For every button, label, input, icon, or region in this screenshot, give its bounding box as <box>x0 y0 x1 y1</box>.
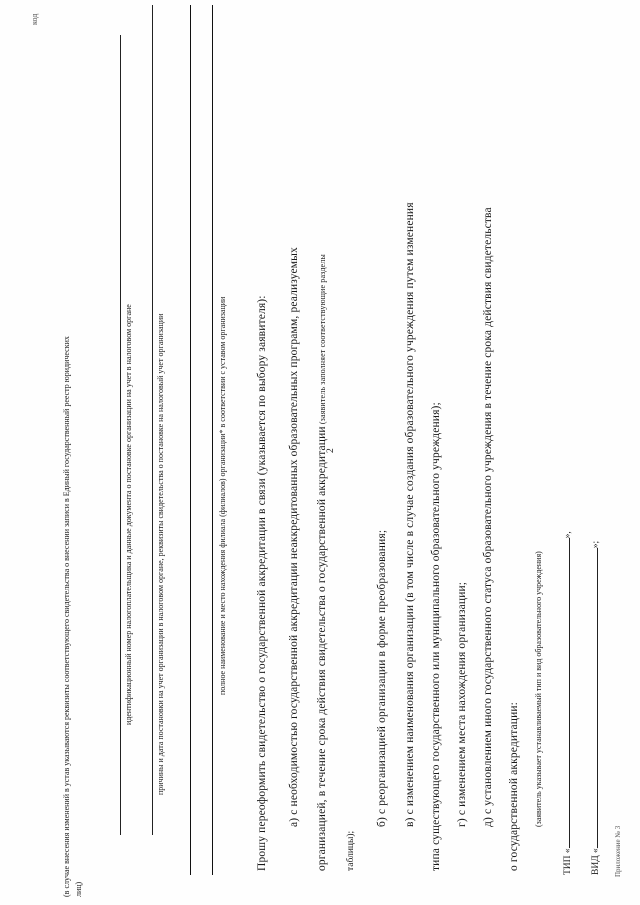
page-number: 2 <box>326 448 336 453</box>
footnote-star: * <box>218 429 227 434</box>
tip-field[interactable] <box>560 531 573 875</box>
option-d-line2: о государственной аккредитации: <box>508 701 520 871</box>
vid-end: »; <box>591 540 601 549</box>
option-v-line1: в) с изменением наименования организации (в том числе в случае создания образовательного учреждения путем изменения <box>404 202 416 827</box>
footer-note: Приложение № 3 <box>614 825 622 877</box>
kpp-caption: причины и дата постановки на учет организации в налоговом органе, реквизиты свидетельства о постановке на налоговый учет организации <box>156 313 165 795</box>
kpp-field-line[interactable] <box>152 5 153 835</box>
status-caption: (заявитель указывает устанавливаемый тип и вид образовательного учреждения) <box>534 551 543 827</box>
option-a-line2-main: организацией, в течение срока действия свидетельства о государственной аккредитации <box>316 426 328 871</box>
option-d-line1: д) с установлением иного государственного статуса образовательного учреждения в течение срока действия свидетельства <box>482 207 494 827</box>
inn-field-line[interactable] <box>120 35 121 835</box>
inn-caption: идентификационный номер налогоплательщика и данные документа о постановке организации на учет в налоговом органе <box>124 304 133 725</box>
name-caption <box>218 297 227 695</box>
registry-note: (в случае внесения изменений в устав указываются реквизиты соответствующего свидетельства о внесении записи в Единый государственный реестр юридических <box>62 336 71 897</box>
request-intro: Прошу переоформить свидетельство о государственной аккредитации в связи (указывается по выбору заявителя): <box>256 295 268 871</box>
option-a-line1: а) с необходимостью государственной аккредитации неаккредитованных образовательных программ, реализуемых <box>288 247 300 827</box>
option-g: г) с изменением места нахождения организации; <box>456 581 468 827</box>
registry-note-continued: лиц) <box>74 881 83 897</box>
kod-label: код <box>30 13 39 25</box>
vid-input-line[interactable] <box>588 548 598 848</box>
vid-field[interactable] <box>588 541 601 875</box>
tip-end: », <box>563 531 573 539</box>
option-a-line2-note: (заявитель заполняет соответствующие разделы <box>318 254 327 427</box>
vid-label: ВИД « <box>591 848 601 875</box>
option-a-line3: таблицы); <box>346 830 356 871</box>
option-v-line2: типа существующего государственного или муниципального образовательного учреждения); <box>430 402 442 871</box>
name-caption-suffix: в соответствии с уставом организации <box>218 296 227 430</box>
name-caption-main: полное наименование и место нахождения филиала (филиалов) организации <box>218 433 227 695</box>
option-a-line2 <box>316 254 328 871</box>
option-b: б) с реорганизацией организации в форме преобразования; <box>376 529 388 827</box>
tip-input-line[interactable] <box>560 538 570 848</box>
name-field-line[interactable] <box>212 5 213 875</box>
tip-label: ТИП « <box>563 848 573 875</box>
name-field-line-top[interactable] <box>190 5 191 875</box>
